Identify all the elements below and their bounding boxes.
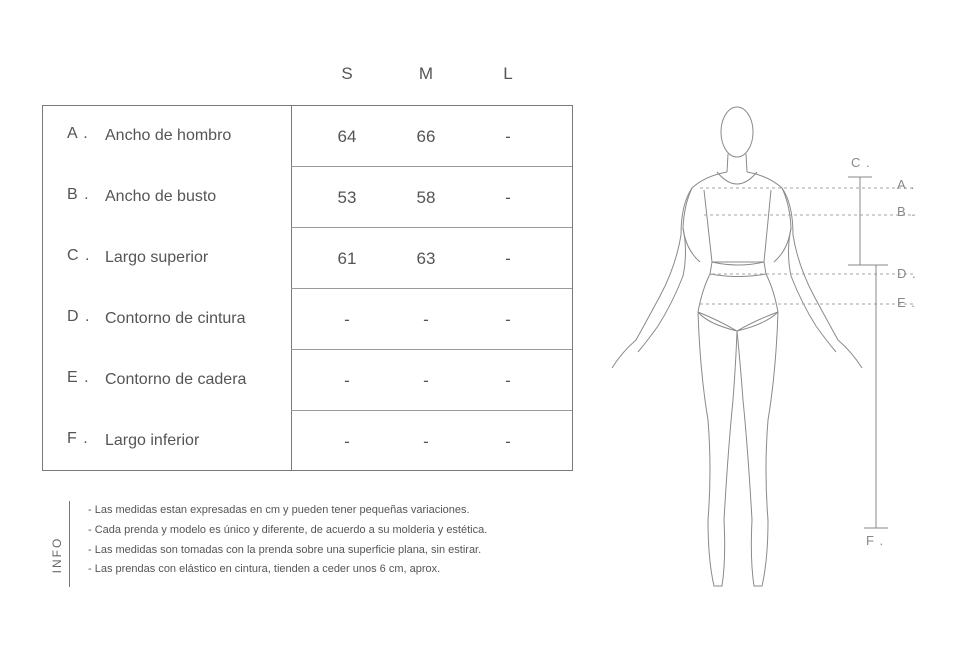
- row-label: Contorno de cintura: [105, 310, 246, 327]
- figure-label-c: C .: [851, 155, 871, 170]
- figure-left-leg: [698, 312, 737, 586]
- value-m: 63: [416, 249, 436, 268]
- figure-label-d: D .: [897, 266, 917, 281]
- value-l: -: [505, 371, 511, 390]
- value-s: 61: [337, 249, 357, 268]
- value-m: -: [423, 432, 429, 451]
- value-m: -: [423, 310, 429, 329]
- row-label: Ancho de hombro: [105, 127, 232, 144]
- figure-label-b: B .: [897, 204, 916, 219]
- table-row: [43, 106, 572, 167]
- value-m: 58: [416, 188, 436, 207]
- info-note: - Las medidas estan expresadas en cm y pueden tener pequeñas variaciones.: [88, 504, 470, 516]
- table-row: [43, 411, 572, 472]
- row-label: Ancho de busto: [105, 188, 217, 205]
- value-l: -: [505, 188, 511, 207]
- figure-label-a: A .: [897, 177, 916, 192]
- table-row: [43, 228, 572, 289]
- row-letter: F .: [67, 430, 89, 447]
- value-l: -: [505, 249, 511, 268]
- value-l: -: [505, 310, 511, 329]
- value-s: 64: [337, 127, 357, 146]
- figure-torso: [683, 172, 791, 262]
- figure-head: [721, 107, 753, 157]
- row-letter: D .: [67, 308, 91, 325]
- size-table: [42, 105, 573, 471]
- row-letter: C .: [67, 247, 91, 264]
- info-note: - Las prendas con elástico en cintura, tienden a ceder unos 6 cm, aprox.: [88, 563, 441, 575]
- row-label: Contorno de cadera: [105, 371, 247, 388]
- info-title: INFO: [50, 536, 64, 574]
- value-l: -: [505, 127, 511, 146]
- figure-hips: [698, 274, 778, 312]
- figure-label-f: F .: [866, 533, 885, 548]
- value-l: -: [505, 432, 511, 451]
- value-s: -: [344, 432, 350, 451]
- figure-label-e: E .: [897, 295, 916, 310]
- table-row: [43, 289, 572, 350]
- figure-briefs: [698, 312, 778, 331]
- value-m: 66: [416, 127, 436, 146]
- row-letter: A .: [67, 125, 89, 142]
- value-s: -: [344, 371, 350, 390]
- value-m: -: [423, 371, 429, 390]
- size-header-l: L: [503, 64, 513, 83]
- value-s: 53: [337, 188, 357, 207]
- body-figure-illustration: [600, 95, 940, 595]
- row-label: Largo inferior: [105, 432, 200, 449]
- size-header-m: M: [418, 64, 434, 83]
- figure-top: [704, 190, 771, 262]
- figure-right-leg: [737, 312, 778, 586]
- row-letter: E .: [67, 369, 90, 386]
- row-letter: B .: [67, 186, 90, 203]
- value-s: -: [344, 310, 350, 329]
- size-header-s: S: [341, 64, 353, 83]
- figure-neckline: [717, 172, 757, 184]
- info-divider: [69, 501, 70, 587]
- row-label: Largo superior: [105, 249, 209, 266]
- info-note: - Las medidas son tomadas con la prenda sobre una superficie plana, sin estirar.: [88, 544, 482, 556]
- table-row: [43, 350, 572, 411]
- table-row: [43, 167, 572, 228]
- info-note: - Cada prenda y modelo es único y diferente, de acuerdo a su molderia y estética.: [88, 524, 488, 536]
- figure-left-arm: [612, 188, 692, 368]
